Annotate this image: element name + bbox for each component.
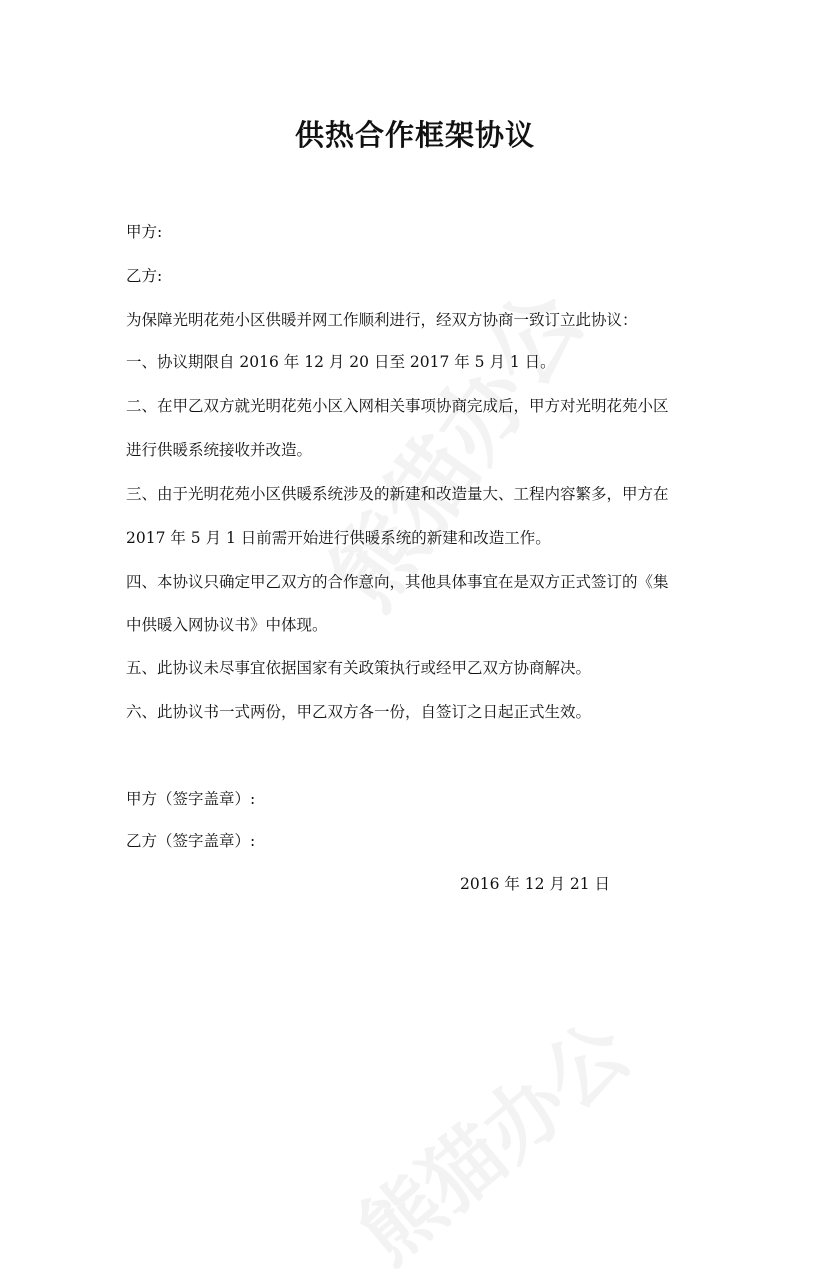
signing-date: 2016 年 12 月 21 日 <box>460 875 611 893</box>
clause-line: 二、在甲乙双方就光明花苑小区入网相关事项协商完成后，甲方对光明花苑小区 <box>126 397 669 415</box>
clause-line: 五、此协议未尽事宜依据国家有关政策执行或经甲乙双方协商解决。 <box>126 659 592 677</box>
signature-b-label: 乙方（签字盖章）: <box>126 832 256 850</box>
watermark <box>330 991 649 1284</box>
clause-line: 2017 年 5 月 1 日前需开始进行供暖系统的新建和改造工作。 <box>126 529 551 547</box>
clause-line: 六、此协议书一式两份，甲乙双方各一份，自签订之日起正式生效。 <box>126 703 592 721</box>
intro-paragraph: 为保障光明花苑小区供暖并网工作顺利进行，经双方协商一致订立此协议： <box>126 311 638 329</box>
clause-line: 进行供暖系统接收并改造。 <box>126 441 313 459</box>
party-a-label: 甲方: <box>126 223 163 241</box>
clause-line: 三、由于光明花苑小区供暖系统涉及的新建和改造量大、工程内容繁多，甲方在 <box>126 485 669 503</box>
party-b-label: 乙方: <box>126 267 163 285</box>
signature-a-label: 甲方（签字盖章）: <box>126 790 256 808</box>
clause-line: 一、协议期限自 2016 年 12 月 20 日至 2017 年 5 月 1 日。 <box>126 353 556 371</box>
clause-line: 四、本协议只确定甲乙双方的合作意向，其他具体事宜在是双方正式签订的《集 <box>126 573 669 591</box>
document-title: 供热合作框架协议 <box>294 118 535 152</box>
clause-line: 中供暖入网协议书》中体现。 <box>126 616 328 634</box>
